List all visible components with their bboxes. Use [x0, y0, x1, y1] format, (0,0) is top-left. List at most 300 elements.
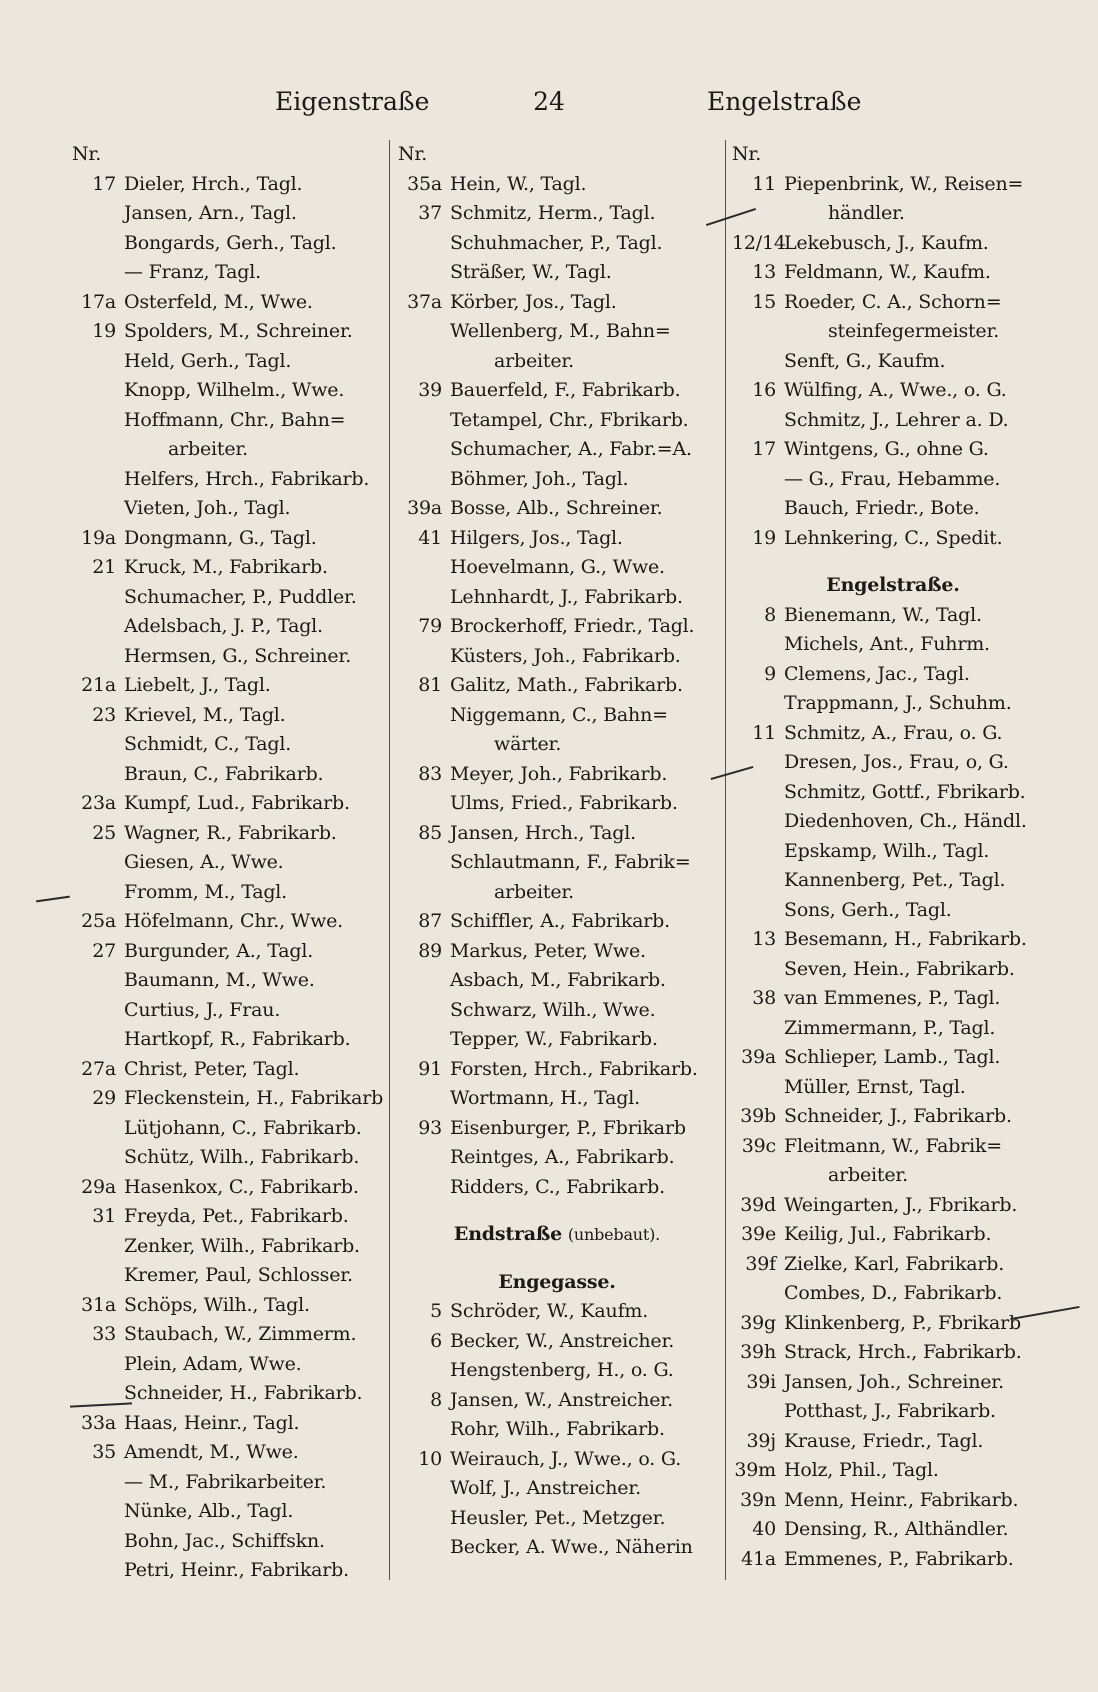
directory-entry: [732, 1427, 1054, 1457]
directory-entry: [72, 612, 394, 642]
directory-entry: [398, 347, 716, 377]
street-name: Endstraße: [453, 1223, 563, 1245]
resident-text: Weirauch, J., Wwe., o. G.: [450, 1447, 682, 1470]
resident-text: Spolders, M., Schreiner.: [124, 320, 353, 342]
directory-entry: [398, 553, 716, 583]
column-header: [72, 140, 394, 170]
directory-entry: [72, 1114, 394, 1144]
column-1: [72, 140, 394, 1586]
resident-text: Adelsbach, J. P., Tagl.: [124, 615, 323, 637]
directory-entry: [732, 1545, 1054, 1575]
directory-entry: [398, 789, 716, 819]
house-number: 83: [418, 762, 442, 785]
house-number: 5: [430, 1300, 442, 1322]
resident-text: Jansen, Joh., Schreiner.: [784, 1370, 1004, 1393]
house-number: 35: [92, 1441, 116, 1463]
directory-entry: [72, 1320, 394, 1350]
directory-entry: [732, 660, 1054, 690]
directory-entry: [732, 1368, 1054, 1398]
house-number: 85: [418, 821, 442, 844]
resident-text: Wellenberg, M., Bahn=: [450, 320, 671, 342]
resident-text: Epskamp, Wilh., Tagl.: [784, 839, 990, 862]
directory-entry: [732, 984, 1054, 1014]
house-number: 13: [752, 928, 776, 950]
house-number: 35a: [407, 172, 442, 195]
directory-entry: [732, 925, 1054, 955]
house-number: 39n: [740, 1488, 776, 1511]
directory-entry: [72, 494, 394, 524]
house-number: 12/14: [732, 231, 786, 254]
resident-text: Hein, W., Tagl.: [450, 172, 587, 195]
resident-text: Dongmann, G., Tagl.: [124, 526, 317, 549]
directory-entry: [732, 719, 1054, 749]
directory-entry: [72, 435, 394, 465]
directory-entry: [398, 1445, 716, 1475]
house-number: 41a: [741, 1547, 776, 1570]
directory-entry: [398, 907, 716, 937]
resident-text: Helfers, Hrch., Fabrikarb.: [124, 467, 370, 490]
column-3: [732, 140, 1054, 1574]
resident-text: Schmitz, Herm., Tagl.: [450, 202, 656, 224]
directory-entry: [398, 258, 716, 288]
directory-entry: [398, 848, 716, 878]
directory-entry: [72, 1261, 394, 1291]
resident-text: Ulms, Fried., Fabrikarb.: [450, 792, 678, 814]
house-number: 39a: [407, 497, 442, 519]
resident-text: steinfegermeister.: [828, 320, 1000, 342]
resident-text: Curtius, J., Frau.: [124, 998, 281, 1021]
directory-entry: [732, 524, 1054, 554]
street-name: Engegasse.: [498, 1270, 616, 1293]
house-number: 81: [418, 674, 442, 696]
directory-entry: [732, 1102, 1054, 1132]
resident-text: Braun, C., Fabrikarb.: [124, 762, 324, 785]
resident-text: Wintgens, G., ohne G.: [784, 438, 989, 460]
resident-text: Rohr, Wilh., Fabrikarb.: [450, 1418, 665, 1440]
house-number: 39f: [745, 1252, 776, 1275]
resident-text: Fromm, M., Tagl.: [124, 880, 287, 903]
directory-entry: [398, 1055, 716, 1085]
house-number: 39g: [740, 1311, 776, 1334]
directory-entry: [732, 866, 1054, 896]
directory-entry: [732, 1279, 1054, 1309]
resident-text: Holz, Phil., Tagl.: [784, 1459, 939, 1481]
directory-entry: [72, 465, 394, 495]
house-number: 31a: [81, 1293, 116, 1316]
resident-text: Schöps, Wilh., Tagl.: [124, 1293, 310, 1316]
directory-entry: [732, 1220, 1054, 1250]
directory-entry: [72, 258, 394, 288]
resident-text: Wolf, J., Anstreicher.: [450, 1477, 641, 1499]
directory-entry: [72, 229, 394, 259]
directory-entry: [72, 1173, 394, 1203]
resident-text: Tepper, W., Fabrikarb.: [450, 1028, 658, 1050]
house-number: 37: [418, 202, 442, 224]
resident-text: Schmitz, J., Lehrer a. D.: [784, 408, 1009, 431]
directory-entry: [732, 376, 1054, 406]
resident-text: Baumann, M., Wwe.: [124, 969, 315, 991]
resident-text: arbeiter.: [168, 438, 249, 460]
resident-text: Hoffmann, Chr., Bahn=: [124, 408, 346, 431]
house-number: Nr.: [398, 143, 428, 165]
resident-text: arbeiter.: [494, 349, 575, 372]
directory-entry: [732, 435, 1054, 465]
house-number: 31: [92, 1205, 116, 1227]
column-2: [398, 140, 716, 1563]
resident-text: Menn, Heinr., Fabrikarb.: [784, 1488, 1019, 1511]
house-number: 39d: [740, 1193, 776, 1216]
directory-entry: [398, 229, 716, 259]
resident-text: Amendt, M., Wwe.: [124, 1441, 299, 1463]
resident-text: Kruck, M., Fabrikarb.: [124, 556, 328, 578]
directory-entry: [398, 199, 716, 229]
resident-text: Dresen, Jos., Frau, o, G.: [784, 751, 1009, 773]
house-number: 40: [752, 1518, 776, 1540]
house-number: 13: [752, 261, 776, 283]
directory-entry: [72, 1409, 394, 1439]
directory-entry: [72, 553, 394, 583]
house-number: 23: [92, 703, 116, 726]
house-number: 10: [418, 1447, 442, 1470]
resident-text: Densing, R., Althändler.: [784, 1518, 1009, 1540]
directory-entry: [732, 1309, 1054, 1339]
resident-text: Strack, Hrch., Fabrikarb.: [784, 1341, 1022, 1363]
resident-text: Müller, Ernst, Tagl.: [784, 1075, 966, 1098]
directory-entry: [732, 406, 1054, 436]
house-number: 39: [418, 379, 442, 401]
directory-entry: [398, 317, 716, 347]
column-header: [732, 140, 1054, 170]
directory-entry: [398, 376, 716, 406]
resident-text: Hengstenberg, H., o. G.: [450, 1359, 674, 1381]
directory-entry: [732, 317, 1054, 347]
house-number: 11: [752, 721, 776, 744]
directory-entry: [398, 878, 716, 908]
resident-text: Niggemann, C., Bahn=: [450, 703, 668, 726]
directory-entry: [398, 1114, 716, 1144]
directory-entry: [732, 170, 1054, 200]
house-number: 38: [752, 987, 776, 1009]
directory-entry: [732, 465, 1054, 495]
resident-text: händler.: [828, 202, 905, 224]
directory-entry: [72, 347, 394, 377]
house-number: 89: [418, 939, 442, 962]
directory-entry: [72, 524, 394, 554]
directory-entry: [398, 288, 716, 318]
header-street-left: Eigenstraße: [275, 87, 430, 116]
resident-text: Bienemann, W., Tagl.: [784, 603, 982, 626]
resident-text: Schumacher, A., Fabr.=A.: [450, 438, 692, 460]
resident-text: Fleckenstein, H., Fabrikarb: [124, 1087, 384, 1109]
house-number: 8: [764, 603, 776, 626]
resident-text: Lütjohann, C., Fabrikarb.: [124, 1116, 362, 1139]
resident-text: Wagner, R., Fabrikarb.: [124, 821, 337, 844]
resident-text: Kannenberg, Pet., Tagl.: [784, 869, 1006, 891]
directory-entry: [72, 907, 394, 937]
resident-text: Keilig, Jul., Fabrikarb.: [784, 1223, 992, 1245]
resident-text: Schmitz, A., Frau, o. G.: [784, 721, 1003, 744]
resident-text: Feldmann, W., Kaufm.: [784, 261, 991, 283]
directory-entry: [398, 1356, 716, 1386]
house-number: 39a: [741, 1046, 776, 1068]
resident-text: Bohn, Jac., Schiffskn.: [124, 1529, 325, 1552]
directory-entry: [72, 288, 394, 318]
resident-text: Bongards, Gerh., Tagl.: [124, 231, 337, 254]
resident-text: Becker, A. Wwe., Näherin: [450, 1536, 693, 1558]
directory-entry: [72, 642, 394, 672]
directory-entry: [732, 229, 1054, 259]
directory-entry: [72, 730, 394, 760]
directory-entry: [72, 789, 394, 819]
directory-entry: [398, 465, 716, 495]
resident-text: Seven, Hein., Fabrikarb.: [784, 957, 1015, 980]
directory-entry: [732, 1161, 1054, 1191]
resident-text: Schütz, Wilh., Fabrikarb.: [124, 1146, 360, 1168]
resident-text: Wülfing, A., Wwe., o. G.: [784, 379, 1007, 401]
resident-text: Potthast, J., Fabrikarb.: [784, 1400, 996, 1422]
house-number: 21a: [81, 674, 116, 696]
house-number: 19a: [81, 526, 116, 549]
resident-text: Schiffler, A., Fabrikarb.: [450, 910, 670, 932]
house-number: 39c: [741, 1134, 776, 1157]
resident-text: Schmitz, Gottf., Fbrikarb.: [784, 780, 1026, 803]
directory-entry: [398, 612, 716, 642]
house-number: 39j: [746, 1429, 776, 1452]
directory-entry: [398, 1297, 716, 1327]
resident-text: Haas, Heinr., Tagl.: [124, 1411, 300, 1434]
house-number: 93: [418, 1116, 442, 1139]
column-header: [398, 140, 716, 170]
resident-text: Küsters, Joh., Fabrikarb.: [450, 644, 681, 667]
house-number: 79: [418, 615, 442, 637]
directory-entry: [732, 1486, 1054, 1516]
directory-entry: [398, 642, 716, 672]
house-number: 39i: [746, 1370, 776, 1393]
house-number: 29: [92, 1087, 116, 1109]
directory-entry: [732, 1456, 1054, 1486]
directory-entry: [72, 1468, 394, 1498]
directory-entry: [732, 748, 1054, 778]
directory-entry: [72, 937, 394, 967]
house-number: 33a: [81, 1411, 116, 1434]
house-number: 29a: [81, 1175, 116, 1198]
resident-text: Kremer, Paul, Schlosser.: [124, 1264, 353, 1286]
resident-text: Plein, Adam, Wwe.: [124, 1352, 302, 1375]
resident-text: Fleitmann, W., Fabrik=: [784, 1134, 1003, 1157]
resident-text: Freyda, Pet., Fabrikarb.: [124, 1205, 349, 1227]
directory-entry: [72, 583, 394, 613]
resident-text: Sons, Gerh., Tagl.: [784, 898, 952, 921]
resident-text: Senft, G., Kaufm.: [784, 349, 946, 372]
directory-entry: [72, 1527, 394, 1557]
directory-entry: [732, 494, 1054, 524]
directory-entry: [72, 1556, 394, 1586]
street-note: (unbebaut).: [567, 1225, 661, 1244]
resident-text: Held, Gerh., Tagl.: [124, 349, 292, 372]
directory-entry: [398, 996, 716, 1026]
resident-text: Emmenes, P., Fabrikarb.: [784, 1547, 1014, 1570]
house-number: 25: [92, 821, 116, 844]
resident-text: Sträßer, W., Tagl.: [450, 261, 612, 283]
directory-entry: [398, 1173, 716, 1203]
directory-entry: [398, 583, 716, 613]
directory-entry: [398, 435, 716, 465]
resident-text: Christ, Peter, Tagl.: [124, 1057, 300, 1080]
resident-text: — M., Fabrikarbeiter.: [124, 1470, 327, 1493]
resident-text: Schuhmacher, P., Tagl.: [450, 231, 663, 254]
house-number: 19: [752, 526, 776, 549]
resident-text: Schröder, W., Kaufm.: [450, 1300, 649, 1322]
resident-text: Forsten, Hrch., Fabrikarb.: [450, 1057, 698, 1080]
house-number: 17a: [81, 290, 116, 313]
resident-text: Diedenhoven, Ch., Händl.: [784, 810, 1027, 832]
resident-text: Trappmann, J., Schuhm.: [784, 692, 1012, 714]
directory-entry: [398, 1327, 716, 1357]
resident-text: Krievel, M., Tagl.: [124, 703, 286, 726]
directory-entry: [72, 1232, 394, 1262]
resident-text: Clemens, Jac., Tagl.: [784, 662, 970, 685]
directory-entry: [72, 819, 394, 849]
directory-entry: [732, 1043, 1054, 1073]
resident-text: Asbach, M., Fabrikarb.: [450, 969, 666, 991]
directory-entry: [398, 1143, 716, 1173]
directory-entry: [398, 819, 716, 849]
resident-text: Eisenburger, P., Fbrikarb: [450, 1116, 686, 1139]
directory-entry: [72, 996, 394, 1026]
directory-entry: [732, 347, 1054, 377]
resident-text: Bosse, Alb., Schreiner.: [450, 497, 663, 519]
directory-entry: [732, 1014, 1054, 1044]
resident-text: Galitz, Math., Fabrikarb.: [450, 674, 683, 696]
house-number: 8: [430, 1388, 442, 1411]
directory-entry: [732, 601, 1054, 631]
directory-entry: [72, 848, 394, 878]
directory-entry: [732, 630, 1054, 660]
directory-entry: [72, 1143, 394, 1173]
resident-text: Tetampel, Chr., Fbrikarb.: [450, 408, 689, 431]
directory-entry: [732, 1191, 1054, 1221]
resident-text: Lehnkering, C., Spedit.: [784, 526, 1003, 549]
resident-text: Schneider, H., Fabrikarb.: [124, 1382, 363, 1404]
resident-text: Kumpf, Lud., Fabrikarb.: [124, 792, 350, 814]
resident-text: Hilgers, Jos., Tagl.: [450, 526, 623, 549]
resident-text: Schneider, J., Fabrikarb.: [784, 1105, 1012, 1127]
directory-entry: [732, 1073, 1054, 1103]
directory-entry: [72, 1438, 394, 1468]
house-number: 25a: [81, 910, 116, 932]
directory-entry: [398, 1504, 716, 1534]
directory-entry: [732, 288, 1054, 318]
resident-text: Piepenbrink, W., Reisen=: [784, 172, 1024, 195]
resident-text: Hermsen, G., Schreiner.: [124, 644, 352, 667]
house-number: 17: [92, 172, 116, 195]
directory-entry: [72, 406, 394, 436]
resident-text: Zielke, Karl, Fabrikarb.: [784, 1252, 1005, 1275]
resident-text: Ridders, C., Fabrikarb.: [450, 1175, 665, 1198]
resident-text: Liebelt, J., Tagl.: [124, 674, 271, 696]
resident-text: Burgunder, A., Tagl.: [124, 939, 314, 962]
resident-text: Becker, W., Anstreicher.: [450, 1329, 675, 1352]
page-number: 24: [533, 87, 565, 116]
resident-text: Zimmermann, P., Tagl.: [784, 1016, 996, 1039]
house-number: 39e: [741, 1223, 776, 1245]
directory-entry: [72, 671, 394, 701]
resident-text: van Emmenes, P., Tagl.: [784, 987, 1001, 1009]
resident-text: Höfelmann, Chr., Wwe.: [124, 910, 344, 932]
resident-text: Combes, D., Fabrikarb.: [784, 1282, 1003, 1304]
resident-text: Jansen, Hrch., Tagl.: [450, 821, 636, 844]
directory-entry: [72, 1202, 394, 1232]
house-number: 39h: [740, 1341, 776, 1363]
resident-text: Markus, Peter, Wwe.: [450, 939, 646, 962]
directory-entry: [72, 966, 394, 996]
directory-entry: [72, 1055, 394, 1085]
resident-text: Jansen, W., Anstreicher.: [450, 1388, 673, 1411]
pencil-mark: [36, 896, 70, 903]
house-number: 39m: [734, 1459, 776, 1481]
resident-text: Besemann, H., Fabrikarb.: [784, 928, 1027, 950]
directory-entry: [72, 317, 394, 347]
resident-text: Giesen, A., Wwe.: [124, 851, 284, 873]
directory-entry: [398, 170, 716, 200]
house-number: 37a: [407, 290, 442, 313]
directory-entry: [398, 671, 716, 701]
house-number: 17: [752, 438, 776, 460]
directory-entry: [398, 406, 716, 436]
street-name: Engelstraße.: [826, 574, 960, 596]
directory-entry: [72, 1350, 394, 1380]
house-number: 27: [92, 939, 116, 962]
resident-text: arbeiter.: [828, 1164, 909, 1186]
resident-text: Osterfeld, M., Wwe.: [124, 290, 313, 313]
resident-text: Brockerhoff, Friedr., Tagl.: [450, 615, 695, 637]
directory-entry: [72, 376, 394, 406]
directory-entry: [398, 937, 716, 967]
header-street-right: Engelstraße: [707, 87, 862, 116]
resident-text: Schlieper, Lamb., Tagl.: [784, 1046, 1001, 1068]
house-number: 41: [418, 526, 442, 549]
directory-entry: [398, 1533, 716, 1563]
resident-text: Böhmer, Joh., Tagl.: [450, 467, 629, 490]
house-number: 16: [752, 379, 776, 401]
directory-entry: [72, 1497, 394, 1527]
directory-entry: [732, 778, 1054, 808]
directory-entry: [72, 760, 394, 790]
house-number: 15: [752, 290, 776, 313]
directory-entry: [398, 1474, 716, 1504]
resident-text: Lekebusch, J., Kaufm.: [784, 231, 989, 254]
resident-text: Knopp, Wilhelm., Wwe.: [124, 379, 345, 401]
directory-entry: [72, 1084, 394, 1114]
resident-text: Hasenkox, C., Fabrikarb.: [124, 1175, 359, 1198]
resident-text: Roeder, C. A., Schorn=: [784, 290, 1002, 313]
resident-text: Hartkopf, R., Fabrikarb.: [124, 1028, 351, 1050]
resident-text: — Franz, Tagl.: [124, 261, 261, 283]
directory-entry: [398, 966, 716, 996]
street-heading: [732, 571, 1054, 601]
resident-text: Wortmann, H., Tagl.: [450, 1087, 640, 1109]
directory-entry: [72, 701, 394, 731]
house-number: 23a: [81, 792, 116, 814]
house-number: 33: [92, 1323, 116, 1345]
column-divider: [725, 140, 726, 1580]
directory-entry: [398, 760, 716, 790]
resident-text: Vieten, Joh., Tagl.: [124, 497, 291, 519]
house-number: 91: [418, 1057, 442, 1080]
resident-text: Schmidt, C., Tagl.: [124, 733, 292, 755]
house-number: 9: [764, 662, 776, 685]
directory-entry: [732, 1397, 1054, 1427]
